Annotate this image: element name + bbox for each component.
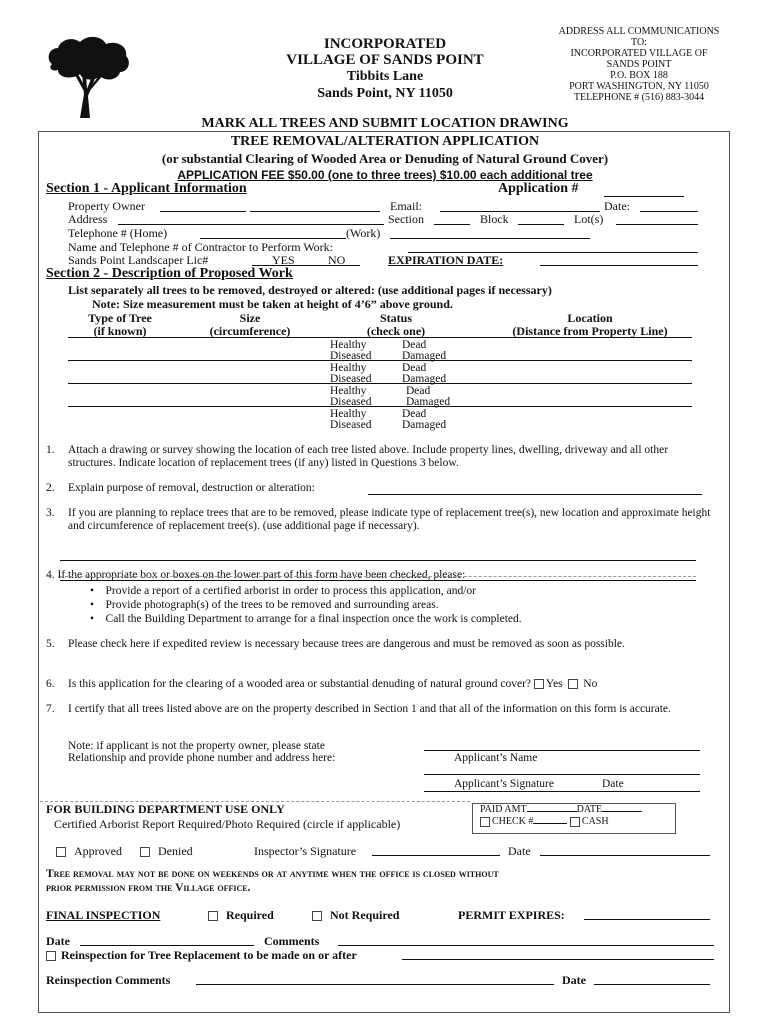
inspector-date-label: Date (508, 844, 531, 858)
cash-label: CASH (581, 816, 609, 827)
paid-amount-label: PAID AMT (480, 804, 527, 815)
not-required-checkbox[interactable] (312, 908, 399, 923)
checkbox-icon[interactable] (56, 847, 66, 857)
inspector-date-field[interactable] (540, 855, 710, 856)
col-location-sub: (Distance from Property Line) (512, 324, 668, 338)
applicant-note-2: Relationship and provide phone number and address here: (68, 752, 336, 764)
required-checkbox[interactable] (208, 908, 274, 923)
col-location-header: Location (567, 311, 613, 325)
paid-amount-field[interactable] (527, 811, 577, 812)
bullet-item: • Provide a report of a certified arborist in order to process this application, and/or (90, 585, 476, 597)
telephone-home-field[interactable] (200, 238, 346, 239)
application-number-label: Application # (498, 181, 579, 196)
landscaper-yes[interactable]: YES (272, 253, 295, 267)
payment-method (480, 816, 609, 827)
expiration-date-field[interactable] (540, 265, 698, 266)
check-number-field[interactable] (533, 823, 567, 824)
signature-date-label: Date (602, 778, 624, 790)
question-5-number: 5. (46, 638, 55, 650)
address-note-line: ADDRESS ALL COMMUNICATIONS (558, 26, 720, 37)
address-note-line: INCORPORATED VILLAGE OF (570, 48, 708, 59)
status-healthy[interactable]: Healthy (330, 362, 367, 374)
applicant-name-label: Applicant’s Name (454, 752, 538, 764)
approved-checkbox[interactable] (56, 844, 122, 859)
question-7-text: I certify that all trees listed above are on the property described in Section 1 and that all of the information on this form is accurate. (68, 703, 671, 715)
status-diseased[interactable]: Diseased (330, 373, 372, 385)
question-7-number: 7. (46, 703, 55, 715)
date-field[interactable] (640, 211, 698, 212)
village-street: Tibbits Lane (346, 69, 424, 84)
status-damaged[interactable]: Damaged (406, 396, 451, 408)
arborist-note: Certified Arborist Report Required/Photo Required (circle if applicable) (54, 817, 401, 831)
reinspection-date-field[interactable] (594, 984, 710, 985)
applicant-signature-label: Applicant’s Signature (454, 778, 554, 790)
form-subtitle: (or substantial Clearing of Wooded Area or Denuding of Natural Ground Cover) (161, 151, 609, 166)
section-label: Section (388, 212, 424, 226)
question-3-number: 3. (46, 507, 55, 519)
property-owner-label: Property Owner (68, 199, 145, 213)
signature-date-line (424, 791, 700, 792)
reinspection-date-label: Date (562, 973, 586, 987)
check-label: CHECK # (492, 816, 534, 827)
bullet-text: Call the Building Department to arrange for a final inspection once the work is completed. (105, 613, 522, 625)
comments-label: Comments (264, 934, 320, 948)
status-damaged[interactable]: Damaged (402, 373, 447, 385)
address-note-line: PORT WASHINGTON, NY 11050 (569, 81, 709, 92)
telephone-home-label: Telephone # (Home) (68, 226, 168, 240)
telephone-work-label: (Work) (346, 226, 381, 240)
instruction-top: MARK ALL TREES AND SUBMIT LOCATION DRAWING (201, 116, 569, 131)
question-3-field[interactable] (60, 560, 696, 561)
status-healthy[interactable]: Healthy (330, 385, 367, 397)
address-note-line: P.O. BOX 188 (610, 70, 668, 81)
question-4-strike (60, 576, 696, 577)
inspector-signature-field[interactable] (372, 855, 500, 856)
question-2-field[interactable] (368, 494, 702, 495)
office-use-heading: FOR BUILDING DEPARTMENT USE ONLY (46, 802, 285, 816)
section2-heading: Section 2 - Description of Proposed Work (46, 266, 293, 281)
q6-yes-checkbox[interactable] (534, 678, 563, 690)
paid-date-field[interactable] (602, 811, 642, 812)
reinspection-comments-label: Reinspection Comments (46, 973, 171, 987)
not-required-label: Not Required (330, 908, 400, 922)
bullet-text: Provide a report of a certified arborist in order to process this application, and/or (105, 585, 476, 597)
q6-no-label: No (583, 678, 598, 690)
property-owner-field[interactable] (160, 211, 246, 212)
final-date-field[interactable] (80, 945, 254, 946)
cash-checkbox[interactable] (570, 817, 580, 827)
checkbox-icon[interactable] (312, 911, 322, 921)
reinspection-label: Reinspection for Tree Replacement to be made on or after (61, 948, 357, 962)
checkbox-icon[interactable] (208, 911, 218, 921)
section1-heading: Section 1 - Applicant Information (46, 181, 247, 196)
tree-row-line[interactable] (68, 360, 692, 361)
landscaper-no[interactable]: NO (328, 253, 346, 267)
contractor-label: Name and Telephone # of Contractor to Perform Work: (68, 240, 334, 254)
status-damaged[interactable]: Damaged (402, 419, 447, 431)
address-note-line: SANDS POINT (606, 59, 672, 70)
checkbox-icon[interactable] (534, 679, 544, 689)
email-label: Email: (390, 199, 422, 213)
form-title: TREE REMOVAL/ALTERATION APPLICATION (230, 134, 540, 149)
status-diseased[interactable]: Diseased (330, 350, 372, 362)
section-field[interactable] (434, 224, 470, 225)
application-fee: APPLICATION FEE $50.00 (one to three trees) $10.00 each additional tree (177, 168, 593, 182)
address-note (534, 26, 744, 103)
lots-label: Lot(s) (574, 212, 604, 226)
reinspection-field[interactable] (402, 959, 714, 960)
list-note: List separately all trees to be removed, destroyed or altered: (use additional pages if necessary) (68, 283, 552, 297)
applicant-signature-field[interactable] (424, 774, 700, 775)
comments-field[interactable] (338, 945, 714, 946)
applicant-name-field[interactable] (424, 750, 700, 751)
address-note-line: TO: (631, 37, 647, 48)
application-number-field[interactable] (604, 196, 684, 197)
weekend-note-1: Tree removal may not be done on weekends or at anytime when the office is closed without (46, 868, 499, 880)
village-city: Sands Point, NY 11050 (317, 86, 453, 101)
final-inspection-label: FINAL INSPECTION (46, 908, 161, 922)
denied-checkbox[interactable] (140, 844, 193, 859)
reinspection-checkbox[interactable] (46, 948, 357, 963)
approved-label: Approved (74, 844, 122, 858)
status-diseased[interactable]: Diseased (330, 396, 372, 408)
col-type-header: Type of Tree (88, 311, 152, 325)
question-2-number: 2. (46, 482, 55, 494)
header-rule (68, 337, 692, 338)
checkbox-icon[interactable] (140, 847, 150, 857)
lots-field[interactable] (616, 224, 698, 225)
col-status-header: Status (379, 311, 412, 325)
question-3-text: If you are planning to replace trees that are to be removed, please indicate type of replacement tree(s), new location and approximate height and circumference of replacement tree(s). (use additional page if necessary). (68, 507, 711, 532)
q6-yes-label: Yes (545, 678, 563, 690)
question-2-text: Explain purpose of removal, destruction or alteration: (68, 482, 315, 494)
inspector-signature-label: Inspector’s Signature (254, 844, 357, 858)
address-note-line: TELEPHONE # (516) 883-3044 (573, 92, 705, 103)
question-5-text[interactable]: Please check here if expedited review is necessary because trees are dangerous and must be removed as soon as possible. (68, 638, 625, 650)
question-6-number: 6. (46, 678, 55, 690)
col-type-sub: (if known) (93, 324, 147, 338)
status-healthy[interactable]: Healthy (330, 339, 367, 351)
question-4-text: 4. If the appropriate box or boxes on the lower part of this form have been checked, please: (46, 569, 466, 581)
address-label: Address (68, 212, 108, 226)
landscaper-label: Sands Point Landscaper Lic# (68, 253, 209, 267)
question-1-number: 1. (46, 444, 55, 456)
question-4-bullets (90, 584, 522, 626)
telephone-work-field[interactable] (390, 238, 590, 239)
expiration-date-label: EXPIRATION DATE: (388, 253, 504, 267)
status-dead[interactable]: Dead (402, 408, 427, 420)
block-label: Block (480, 212, 509, 226)
checkbox-icon[interactable] (46, 951, 56, 961)
col-size-sub: (circumference) (209, 324, 291, 338)
date-label: Date: (604, 199, 630, 213)
status-dead[interactable]: Dead (402, 339, 427, 351)
paid-amount (480, 804, 642, 815)
bullet-item: • Provide photograph(s) of the trees to be removed and surrounding areas. (90, 599, 439, 611)
required-label: Required (226, 908, 274, 922)
permit-expires-field[interactable] (584, 919, 710, 920)
question-1-text: Attach a drawing or survey showing the location of each tree listed above. Include property lines, dwelling, driveway and all other structures. Indicate location of replacement trees (if any) listed in Questions 3 below. (68, 444, 669, 469)
weekend-note-2: prior permission from the Village office. (46, 882, 251, 894)
paid-date-label: DATE (576, 804, 603, 815)
village-title-1: INCORPORATED (323, 36, 447, 52)
question-6-label: Is this application for the clearing of a wooded area or substantial denuding of natural ground cover? (68, 678, 532, 690)
checkbox-icon[interactable] (568, 679, 578, 689)
status-diseased[interactable]: Diseased (330, 419, 372, 431)
denied-label: Denied (158, 844, 193, 858)
tree-row-line[interactable] (68, 383, 692, 384)
village-tree-logo (44, 34, 132, 120)
question-4-field (60, 580, 696, 581)
address-field[interactable] (118, 224, 384, 225)
bullet-item: • Call the Building Department to arrange for a final inspection once the work is completed. (90, 613, 522, 625)
col-size-header: Size (239, 311, 261, 325)
size-note: Note: Size measurement must be taken at height of 4’6” above ground. (92, 297, 453, 311)
block-field[interactable] (518, 224, 564, 225)
property-owner-field-2[interactable] (250, 211, 380, 212)
check-checkbox[interactable] (480, 817, 490, 827)
question-6-text (68, 678, 597, 690)
permit-expires-label: PERMIT EXPIRES: (458, 908, 565, 922)
status-dead[interactable]: Dead (406, 385, 431, 397)
col-status-sub: (check one) (366, 324, 426, 338)
reinspection-comments-field[interactable] (196, 984, 554, 985)
status-damaged[interactable]: Damaged (402, 350, 447, 362)
tree-row-line[interactable] (68, 406, 692, 407)
q6-no-checkbox[interactable] (568, 678, 597, 690)
final-date-label: Date (46, 934, 70, 948)
status-healthy[interactable]: Healthy (330, 408, 367, 420)
status-dead[interactable]: Dead (402, 362, 427, 374)
bullet-text: Provide photograph(s) of the trees to be removed and surrounding areas. (105, 599, 439, 611)
village-title-2: VILLAGE OF SANDS POINT (286, 52, 484, 68)
applicant-note-1: Note: if applicant is not the property owner, please state (68, 740, 325, 752)
